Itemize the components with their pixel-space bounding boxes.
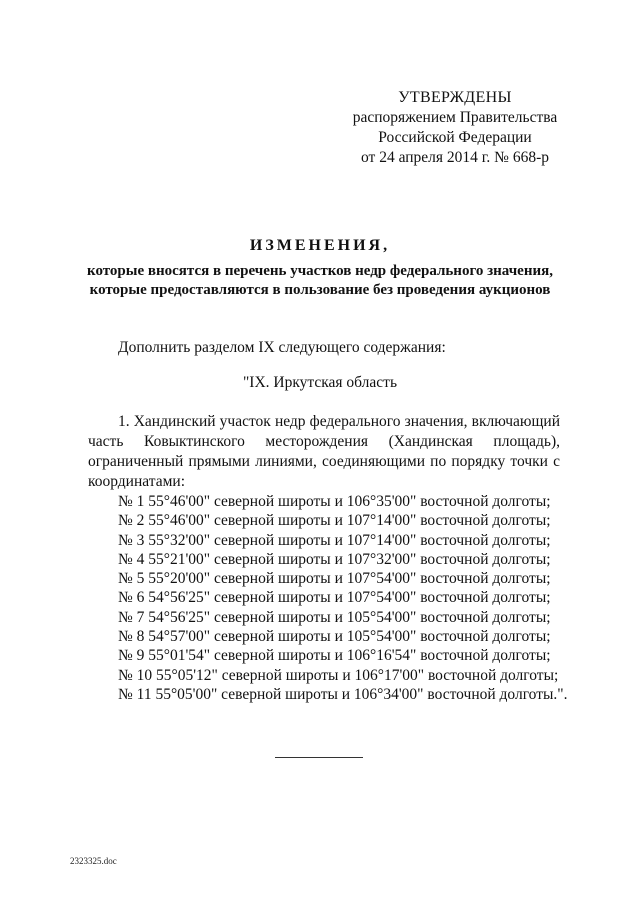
coordinate-item: № 9 55°01'54" северной широты и 106°16'54" восточной долготы; (118, 647, 551, 665)
coordinate-item: № 6 54°56'25" северной широты и 107°54'00" восточной долготы; (118, 589, 551, 607)
coordinate-item: № 2 55°46'00" северной широты и 107°14'00" восточной долготы; (118, 512, 551, 530)
paragraph-line-2: часть Ковыктинского месторождения (Хандинская площадь), (88, 433, 560, 450)
coordinate-item: № 3 55°32'00" северной широты и 107°14'00" восточной долготы; (118, 531, 551, 549)
body-paragraph (88, 412, 560, 492)
section-title: "IX. Иркутская область (242, 374, 398, 391)
coordinate-item: № 7 54°56'25" северной широты и 105°54'00" восточной долготы; (118, 608, 551, 626)
approval-line-2: Российской Федерации (378, 129, 532, 146)
coordinate-item: № 11 55°05'00" северной широты и 106°34'00" восточной долготы.". (118, 685, 568, 703)
paragraph-line-4: координатами: (88, 473, 185, 490)
approval-block (330, 88, 580, 168)
coordinate-item: № 8 54°57'00" северной широты и 105°54'00" восточной долготы; (118, 628, 551, 646)
paragraph-line-3: ограниченный прямыми линиями, соединяющими по порядку точки с (88, 453, 560, 470)
approval-line-1: распоряжением Правительства (352, 109, 558, 126)
coordinates-list (118, 492, 568, 704)
document-title: ИЗМЕНЕНИЯ, (249, 237, 391, 254)
subtitle-line-1: которые вносятся в перечень участков недр федерального значения, (87, 263, 553, 279)
intro-text: Дополнить разделом IX следующего содержания: (118, 339, 446, 356)
document-id: 2323325.doc (70, 856, 117, 866)
coordinate-item: № 10 55°05'12" северной широты и 106°17'00" восточной долготы; (118, 666, 559, 684)
document-subtitle (60, 262, 580, 300)
coordinate-item: № 1 55°46'00" северной широты и 106°35'00" восточной долготы; (118, 493, 551, 510)
coordinate-item: № 4 55°21'00" северной широты и 107°32'00" восточной долготы; (118, 550, 551, 568)
coordinate-item: № 5 55°20'00" северной широты и 107°54'00" восточной долготы; (118, 570, 551, 588)
paragraph-line-1: 1. Хандинский участок недр федерального значения, включающий (118, 413, 560, 430)
approval-line-3: от 24 апреля 2014 г. № 668-р (361, 149, 549, 166)
approval-title: УТВЕРЖДЕНЫ (398, 89, 512, 106)
subtitle-line-2: которые предоставляются в пользование без проведения аукционов (89, 282, 551, 298)
closing-divider (275, 757, 363, 758)
